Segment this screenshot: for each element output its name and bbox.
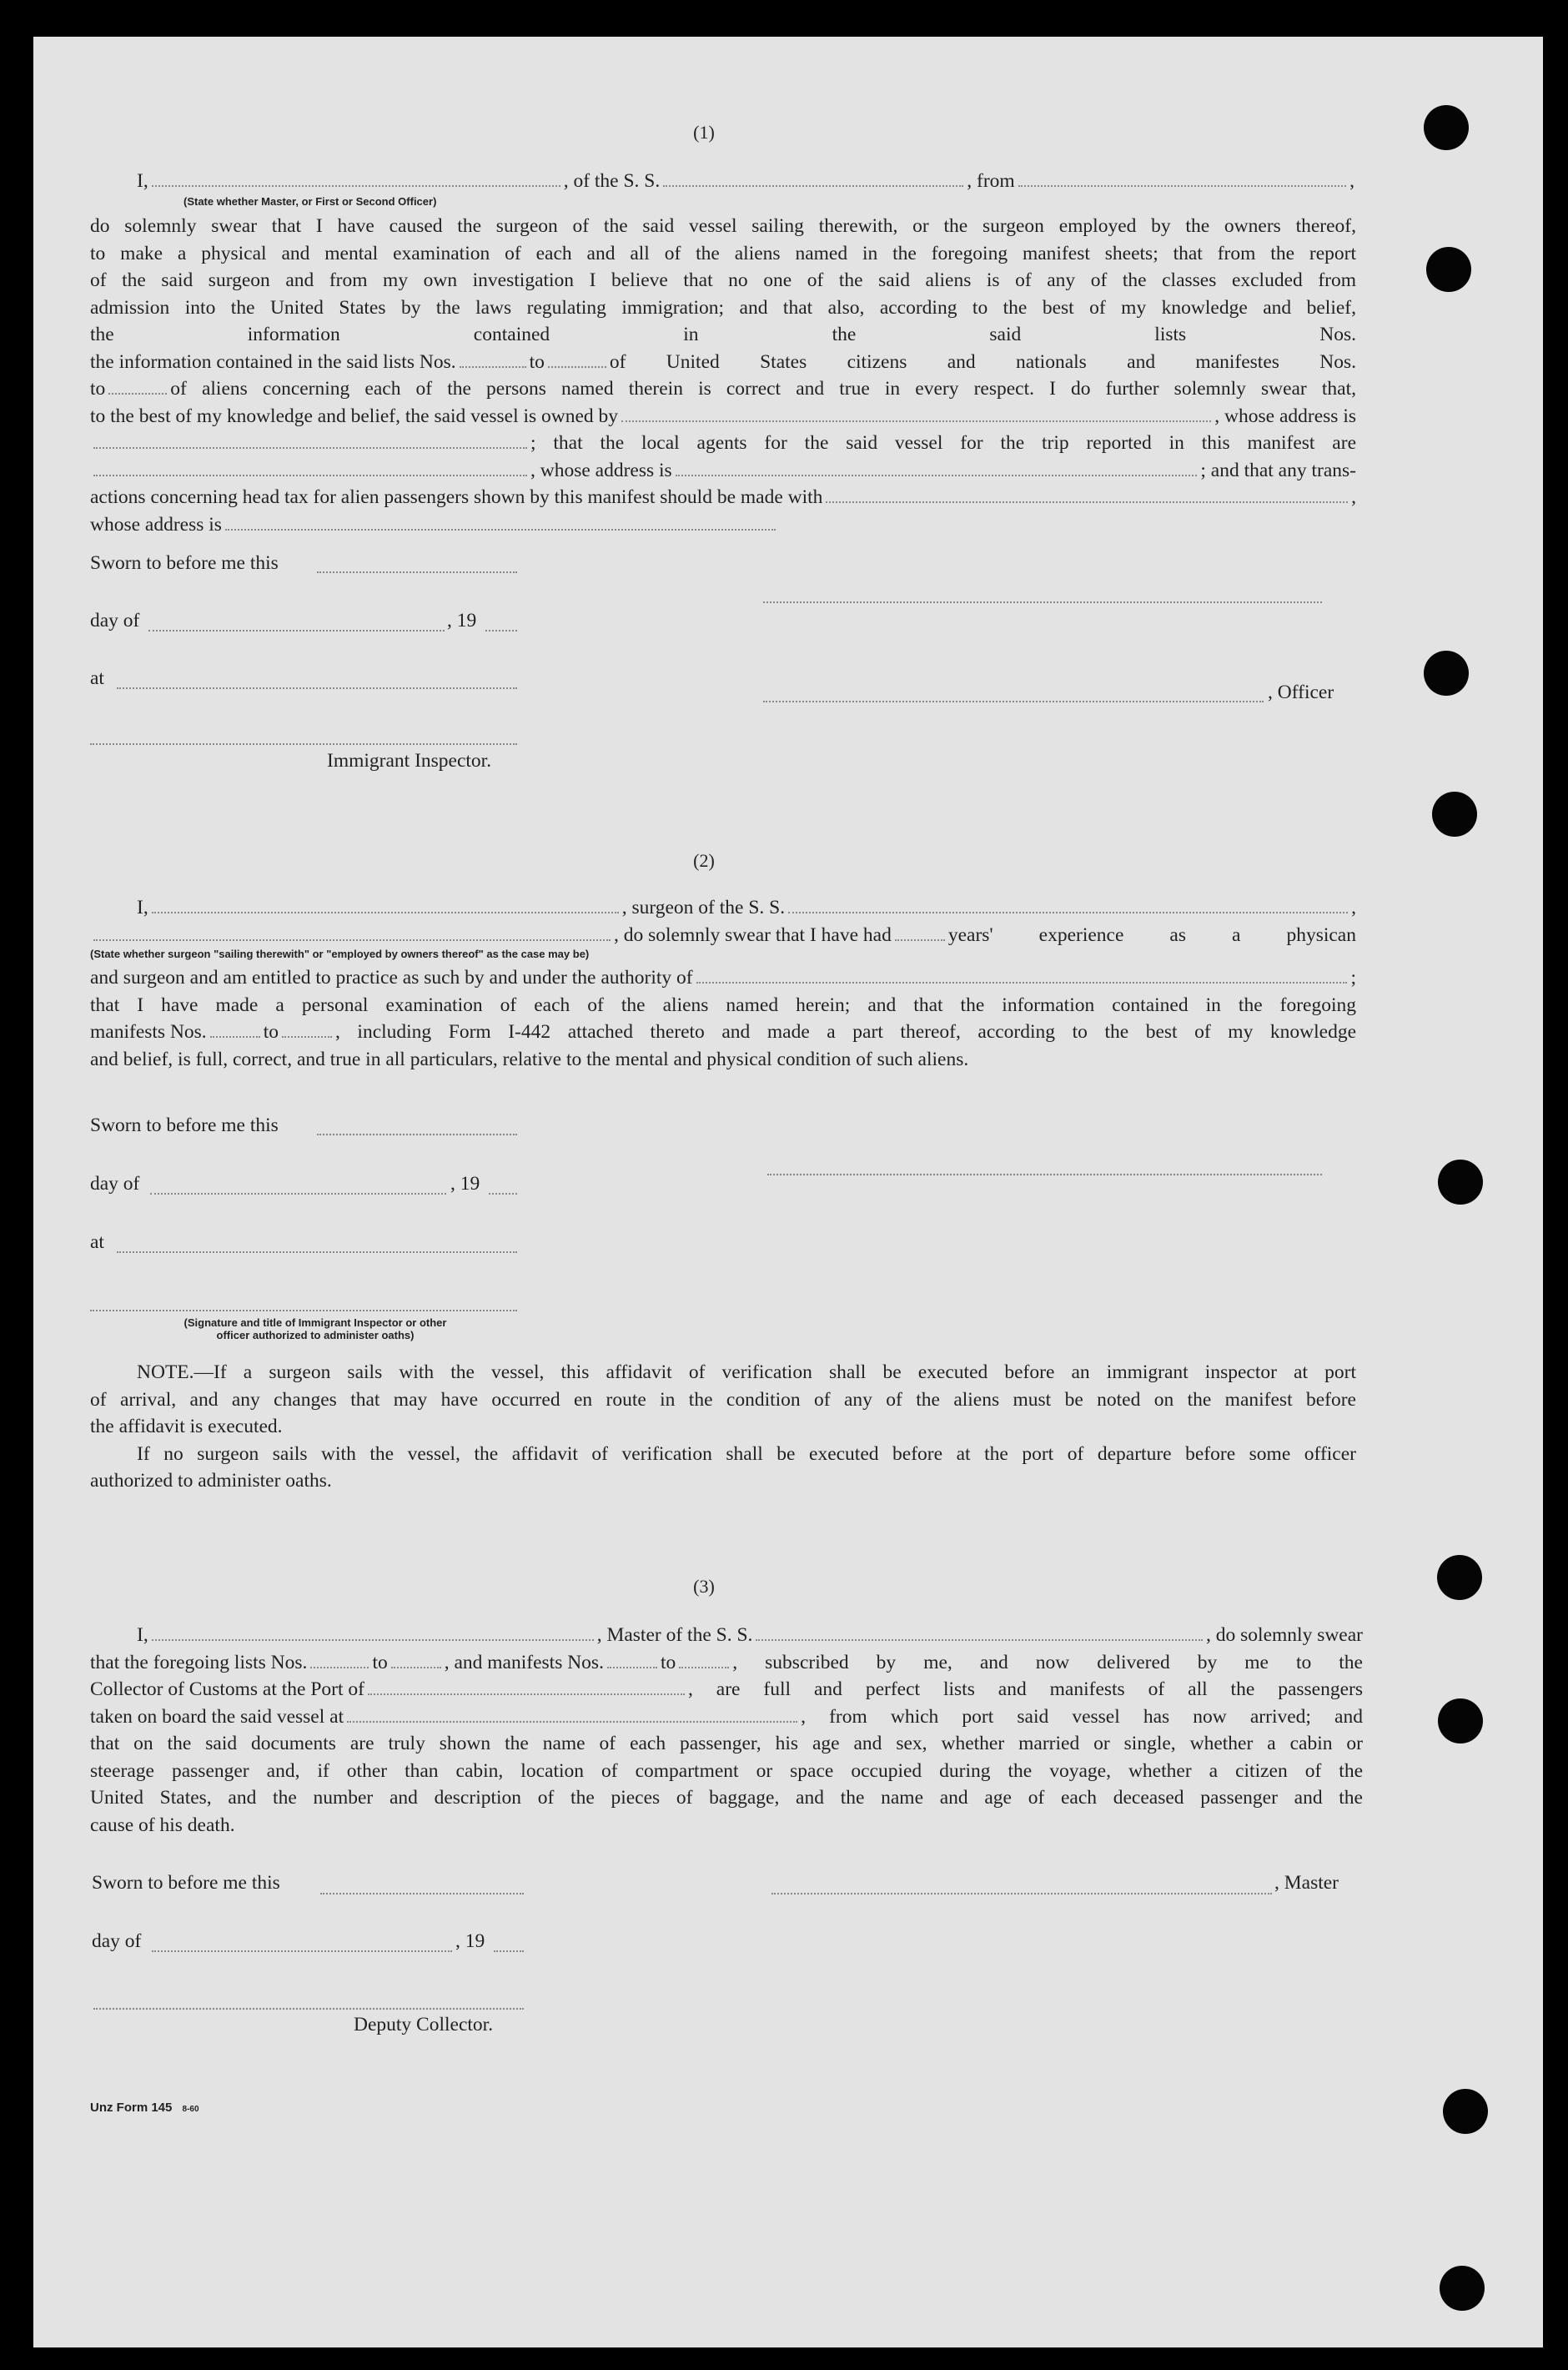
- binder-hole: [1438, 1698, 1483, 1744]
- manifest-to-field[interactable]: [282, 1035, 332, 1038]
- day-of-field[interactable]: [152, 1950, 452, 1952]
- head-tax-field[interactable]: [826, 501, 1348, 503]
- binder-hole: [1438, 1160, 1483, 1205]
- surgeon-name-field[interactable]: [152, 911, 619, 913]
- day-of-field[interactable]: [150, 1192, 446, 1195]
- binder-hole: [1424, 105, 1469, 150]
- sworn-label: Sworn to before me this: [90, 1115, 279, 1136]
- owner-address-field[interactable]: [93, 446, 527, 449]
- affidavit-1-body: do solemnly swear that I have caused the surgeon of the said vessel sailing therewith, or the surgeon employed by the owners thereof, to make a physical and mental examination of each and all of the aliens named in the foregoing manifest sheets; that from the report of the said surgeon and from my own investigation I believe that no one of the said aliens is of any of the classes excluded from admission into the United States by the laws regulating immigration; and that also, according to the best of my knowledge and belief, the information contained in the said lists Nos. the information contained in the said lists Nos. to of United States citizens and nationals and manifestes Nos. to of aliens concerning each of the persons named therein is correct and true in every respect. I do further solemnly swear that, to the best of my knowledge and belief, the said vessel is owned by , whose address is ; that the local agents for the said vessel for the trip reported in this manifest are , whose address is ; and that any trans- actions concerning head tax for alien passengers shown by this manifest should be made with , whose address is: [90, 215, 1356, 536]
- surgeon-vessel-field[interactable]: [788, 911, 1348, 913]
- agents-field[interactable]: [93, 474, 527, 476]
- boarding-port-field[interactable]: [347, 1720, 797, 1723]
- binder-hole: [1432, 792, 1477, 837]
- collector-signature-line[interactable]: [93, 2007, 524, 2010]
- day-of-label: day of: [90, 1173, 140, 1195]
- binder-hole: [1424, 651, 1469, 696]
- inspector-signature-line[interactable]: [90, 1309, 517, 1311]
- list-to-field[interactable]: [391, 1666, 441, 1668]
- master-vessel-field[interactable]: [756, 1638, 1203, 1641]
- surgeon-status-field[interactable]: [93, 938, 611, 941]
- manifest-from-field[interactable]: [210, 1035, 260, 1038]
- day-of-label: day of: [90, 610, 140, 631]
- port-field[interactable]: [368, 1693, 685, 1695]
- list-from-field[interactable]: [460, 365, 526, 368]
- officer-signature-line[interactable]: [763, 601, 1322, 603]
- day-of-field[interactable]: [148, 629, 445, 631]
- inspector-signature-line[interactable]: [90, 742, 517, 745]
- manifest-to-field[interactable]: [679, 1666, 729, 1668]
- head-tax-address-field[interactable]: [225, 528, 776, 531]
- authority-field[interactable]: [696, 981, 1348, 984]
- form-page: [33, 37, 1543, 2347]
- at-field[interactable]: [117, 687, 517, 689]
- section-number: (1): [693, 122, 715, 143]
- manifest-to-field[interactable]: [108, 392, 167, 395]
- affidavit-3-body: I, , Master of the S. S. , do solemnly swear that the foregoing lists Nos. to , and manifests Nos. to , subscribed by me, and now delivered by me to the Collector of Customs at the Port of , are full and perfect lists and manifests of all the passengers taken on board the said vessel at , from which port said vessel has now arrived; and that on the said documents are truly shown the name of each passenger, his age and sex, whether married or single, whether a cabin or steerage passenger and, if other than cabin, location of compartment or space occupied during the voyage, whether a citizen of the United States, and the number and description of the pieces of baggage, and the name and age of each deceased passenger and the cause of his death.: [90, 1624, 1363, 1836]
- year-field[interactable]: [489, 1192, 517, 1195]
- manifest-from-field[interactable]: [607, 1666, 657, 1668]
- master-signature-line[interactable]: [771, 1892, 1272, 1894]
- year-field[interactable]: [494, 1950, 524, 1952]
- at-field[interactable]: [117, 1250, 517, 1253]
- year-prefix: , 19: [455, 1930, 485, 1952]
- years-field[interactable]: [895, 938, 945, 941]
- year-prefix: , 19: [450, 1173, 480, 1195]
- list-to-field[interactable]: [548, 365, 606, 368]
- sworn-label: Sworn to before me this: [90, 552, 279, 574]
- officer-label: , Officer: [1268, 682, 1334, 703]
- deputy-collector-label: Deputy Collector.: [354, 2014, 494, 2035]
- binder-hole: [1426, 247, 1471, 292]
- sworn-date-field[interactable]: [320, 1892, 524, 1894]
- owner-field[interactable]: [621, 420, 1211, 422]
- master-label: , Master: [1274, 1872, 1339, 1894]
- officer-name-line[interactable]: [763, 700, 1264, 702]
- form-number: Unz Form 145 8-60: [90, 2101, 199, 2115]
- year-field[interactable]: [485, 629, 517, 631]
- surgeon-hint: (State whether surgeon "sailing therewith" or "employed by owners thereof" as the case may be): [90, 948, 590, 960]
- note-paragraph: NOTE.—If a surgeon sails with the vessel, this affidavit of verification shall be executed before an immigrant inspector at port of arrival, and any changes that may have occurred en route in the condition of any of the aliens must be noted on the manifest before the affidavit is executed. If no surgeon sails with the vessel, the affidavit of verification shall be executed before at the port of departure before some officer authorized to administer oaths.: [90, 1361, 1356, 1492]
- affidavit-2-body: I, , surgeon of the S. S. , , do solemnly swear that I have had years' experience as a physican: [90, 894, 1356, 949]
- binder-hole: [1443, 2089, 1488, 2134]
- sworn-date-field[interactable]: [317, 571, 517, 573]
- signature-hint: (Signature and title of Immigrant Inspector or other officer authorized to administer oaths): [183, 1316, 447, 1341]
- binder-hole: [1437, 1555, 1482, 1600]
- at-label: at: [90, 1231, 104, 1253]
- name-field[interactable]: [152, 184, 560, 187]
- from-field[interactable]: [1018, 184, 1346, 187]
- officer-hint: (State whether Master, or First or Second Officer): [183, 195, 437, 208]
- agents-address-field[interactable]: [676, 474, 1198, 476]
- affidavit-1-first-line: I, , of the S. S. , from ,: [137, 170, 1354, 192]
- list-from-field[interactable]: [310, 1666, 369, 1668]
- sworn-date-field[interactable]: [317, 1133, 517, 1135]
- year-prefix: , 19: [447, 610, 477, 631]
- affidavit-2-body-cont: and surgeon and am entitled to practice as such by and under the authority of ; that I have made a personal examination of each of the aliens named herein; and that the information contained in the foregoing manifests Nos. to , including Form I-442 attached thereto and made a part thereof, according to the best of my knowledge and belief, is full, correct, and true in all particulars, relative to the mental and physical condition of such aliens.: [90, 967, 1356, 1070]
- at-label: at: [90, 667, 104, 689]
- sworn-label: Sworn to before me this: [92, 1872, 280, 1894]
- inspector-label: Immigrant Inspector.: [327, 750, 492, 772]
- surgeon-signature-line[interactable]: [767, 1173, 1322, 1175]
- section-number: (2): [693, 850, 715, 871]
- section-number: (3): [693, 1576, 715, 1597]
- master-name-field[interactable]: [152, 1638, 594, 1641]
- day-of-label: day of: [92, 1930, 142, 1952]
- binder-hole: [1440, 2266, 1485, 2311]
- vessel-field[interactable]: [663, 184, 963, 187]
